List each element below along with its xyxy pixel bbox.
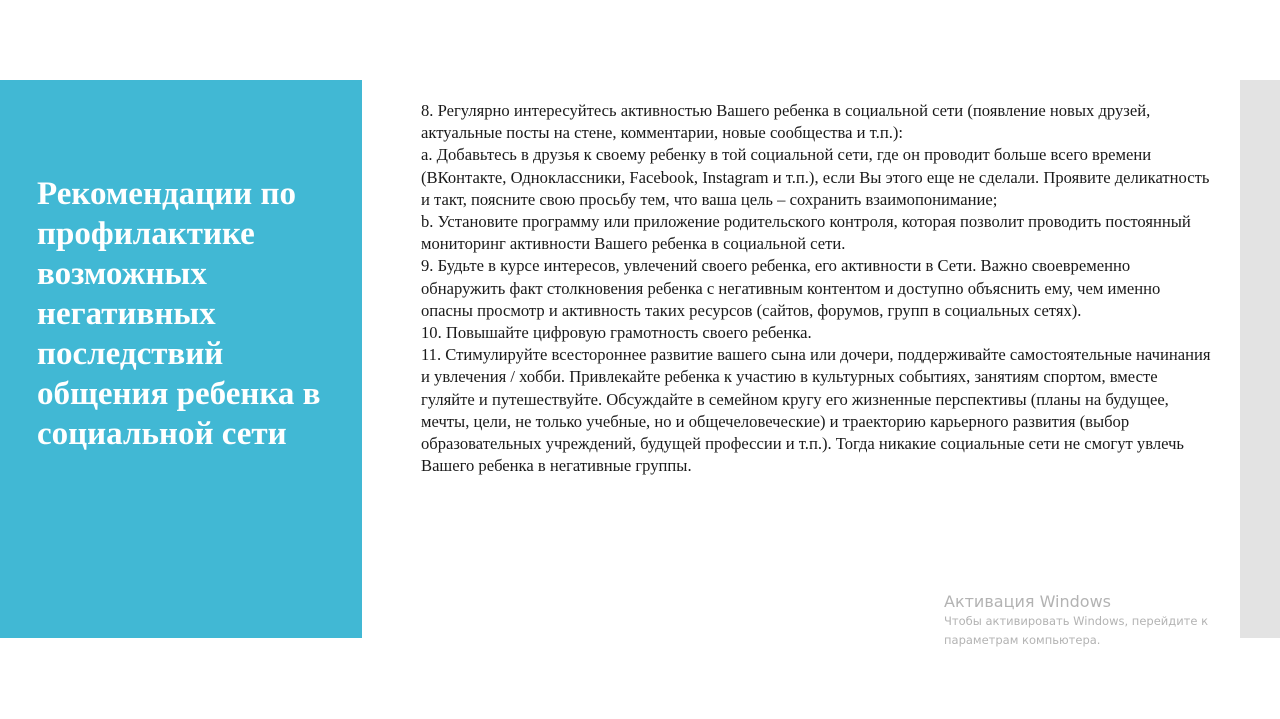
watermark-title: Активация Windows [944,592,1111,611]
slide-title: Рекомендации по профилактике возможных негативных последствий общения ребенка в социальной сети [37,176,321,452]
paragraph-8a: a. Добавьтесь в друзья к своему ребенку в той социальной сети, где он проводит больше всего времени (ВКонтакте, Одноклассники, Facebook, Instagram и т.п.), если Вы этого еще не сделали. Проявите деликатность и такт, поясните свою просьбу тем, что ваша цель – сохранить взаимопонимание; [421,145,1210,209]
windows-activation-watermark [944,592,1244,650]
watermark-line-1: Чтобы активировать Windows, перейдите к [944,614,1209,628]
right-edge-strip [1240,80,1280,638]
slide-body [421,100,1211,477]
paragraph-11: 11. Стимулируйте всестороннее развитие вашего сына или дочери, поддерживайте самостоятельные начинания и увлечения / хобби. Привлекайте ребенка к участию в культурных событиях, занятиям спортом, вместе гуляйте и путешествуйте. Обсуждайте в семейном кругу его жизненные перспективы (планы на будущее, мечты, цели, не только учебные, но и общечеловеческие) и траекторию карьерного развития (выбор образовательных учреждений, будущей профессии и т.п.). Тогда никакие социальные сети не смогут увлечь Вашего ребенка в негативные группы. [421,345,1211,476]
paragraph-8b: b. Установите программу или приложение родительского контроля, которая позволит проводить постоянный мониторинг активности Вашего ребенка в социальной сети. [421,212,1191,254]
paragraph-9: 9. Будьте в курсе интересов, увлечений своего ребенка, его активности в Сети. Важно своевременно обнаружить факт столкновения ребенка с негативным контентом и доступно объяснить ему, чем именно опасны просмотр и активность таких ресурсов (сайтов, форумов, групп в социальных сетях). [421,256,1161,320]
paragraph-8: 8. Регулярно интересуйтесь активностью Вашего ребенка в социальной сети (появление новых друзей, актуальные посты на стене, комментарии, новые сообщества и т.п.): [421,101,1151,143]
paragraph-10: 10. Повышайте цифровую грамотность своего ребенка. [421,323,812,343]
watermark-line-2: параметрам компьютера. [944,633,1101,647]
